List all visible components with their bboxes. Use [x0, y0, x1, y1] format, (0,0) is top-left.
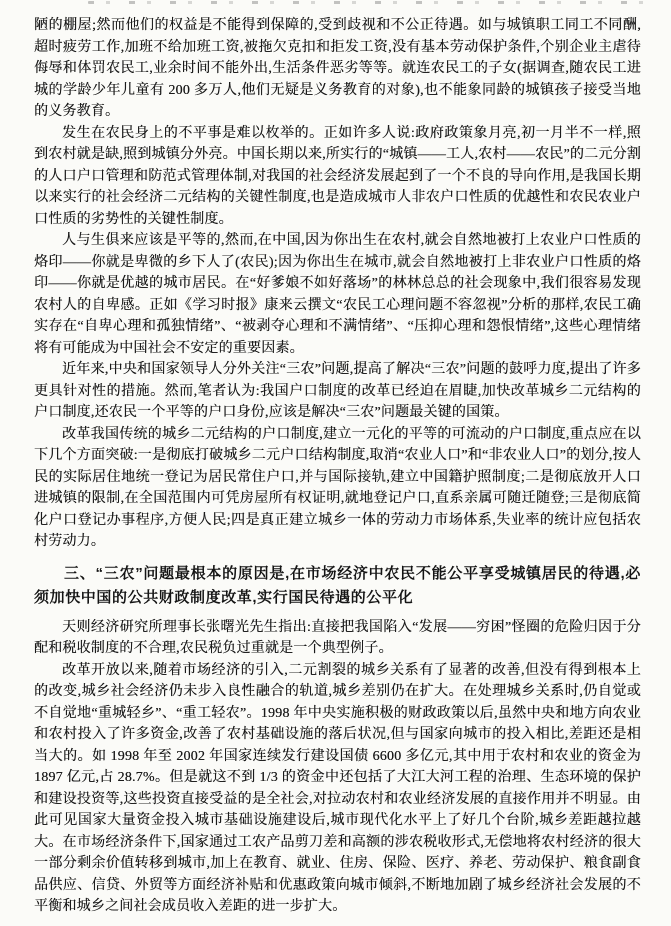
paragraph-urban-rural-gap: 改革开放以来,随着市场经济的引入,二元割裂的城乡关系有了显著的改善,但没有得到根本上的改变,城乡社会经济仍未步入良性融合的轨道,城乡差别仍在扩大。在处理城乡关系时,仍自觉或不自觉地“重城轻乡”、“重工轻农”。1998 年中央实施积极的财政政策以后,虽然中央和地方向农业和农村投入了许多资金,改善了农村基础设施的落后状况,但与国家向城市的投入相比,差距还是相当大的。如 1998 年至 2002 年国家连续发行建设国债 6600 多亿元,其中用于农村和农业的资金为 1897 亿元,占 28.7%。但是就这不到 1/3 的资金中还包括了大江大河工程的治理、生态环境的保护和建设投资等,这些投资直接受益的是全社会,对拉动农村和农业经济发展的直接作用并不明显。由此可见国家大量资金投入城市基础设施建设后,城市现代化水平上了好几个台阶,城乡差距越拉越大。在市场经济条件下,国家通过工农产品剪刀差和高额的涉农税收形式,无偿地将农村经济的很大一部分剩余价值转移到城市,加上在教育、就业、住房、保险、医疗、养老、劳动保护、粮食副食品供应、信贷、外贸等方面经济补贴和优惠政策向城市倾斜,不断地加剧了城乡经济社会发展的不平衡和城乡之间社会成员收入差距的进一步扩大。: [34, 662, 641, 914]
section-heading-three: 三、“三农”问题最根本的原因是,在市场经济中农民不能公平享受城镇居民的待遇,必须加快中国的公共财政制度改革,实行国民待遇的公平化: [34, 564, 641, 606]
paragraph-hukou-stigma: 人与生俱来应该是平等的,然而,在中国,因为你出生在农村,就会自然地被打上农业户口性质的烙印——你就是卑微的乡下人了(农民);因为你出生在城市,就会自然地被打上非农业户口性质的烙印——你就是优越的城市居民。在“好爹娘不如好落场”的林林总总的社会现象中,我们很容易发现农村人的自卑感。正如《学习时报》康来云撰文“农民工心理问题不容忽视”分析的那样,农民工确实存在“自卑心理和孤独情绪”、“被剥夺心理和不满情绪”、“压抑心理和怨恨情绪”,这些心理情绪将有可能成为中国社会不安定的重要因素。: [34, 233, 641, 356]
paragraph-hukou-reform-measures: 改革我国传统的城乡二元结构的户口制度,建立一元化的平等的可流动的户口制度,重点应在以下几个方面突破:一是彻底打破城乡二元户口结构制度,取消“农业人口”和“非农业人口”的划分,按人民的实际居住地统一登记为居民常住户口,并与国际接轨,建立中国籍护照制度;二是彻底放开人口进城镇的限制,在全国范围内可凭房屋所有权证明,就地登记户口,直系亲属可随迁随登;三是彻底简化户口登记办事程序,方便人民;四是真正建立城乡一体的劳动力市场体系,失业率的统计应包括农村劳动力。: [34, 426, 641, 549]
paragraph-sannong-attention: 近年来,中央和国家领导人分外关注“三农”问题,提高了解决“三农”问题的鼓呼力度,提出了许多更具针对性的措施。然而,笔者认为:我国户口制度的改革已经迫在眉睫,加快改革城乡二元结构的户口制度,还农民一个平等的户口身份,应该是解决“三农”问题最关键的国策。: [34, 362, 641, 420]
scan-artifact-top: [88, 1, 644, 4]
paragraph-migrant-workers-rights: 陋的棚屋;然而他们的权益是不能得到保障的,受到歧视和不公正待遇。如与城镇职工同工不同酬,超时疲劳工作,加班不给加班工资,被拖欠克扣和拒发工资,没有基本劳动保护条件,个别企业主虐待侮辱和体罚农民工,业余时间不能外出,生活条件恶劣等等。就连农民工的子女(据调查,随农民工进城的学龄少年儿童有 200 多万人,他们无疑是义务教育的对象),也不能象同龄的城镇孩子接受当地的义务教育。: [34, 18, 641, 119]
paragraph-zhang-shuguang-quote: 天则经济研究所理事长张曙光先生指出:直接把我国陷入“发展——穷困”怪圈的危险归因于分配和税收制度的不合理,农民税负过重就是一个典型例子。: [34, 619, 641, 656]
paragraph-unfair-policy: 发生在农民身上的不平事是难以枚举的。正如许多人说:政府政策象月亮,初一月半不一样,照到农村就是缺,照到城镇分外亮。中国长期以来,所实行的“城镇——工人,农村——农民”的二元分割的人口户口管理和防范式管理体制,对我国的社会经济发展起到了一个不良的导向作用,是我国长期以来实行的社会经济二元结构的关键性制度,也是造成城市人非农户口性质的优越性和农民农业户口性质的劣势性的关键性制度。: [34, 125, 641, 227]
